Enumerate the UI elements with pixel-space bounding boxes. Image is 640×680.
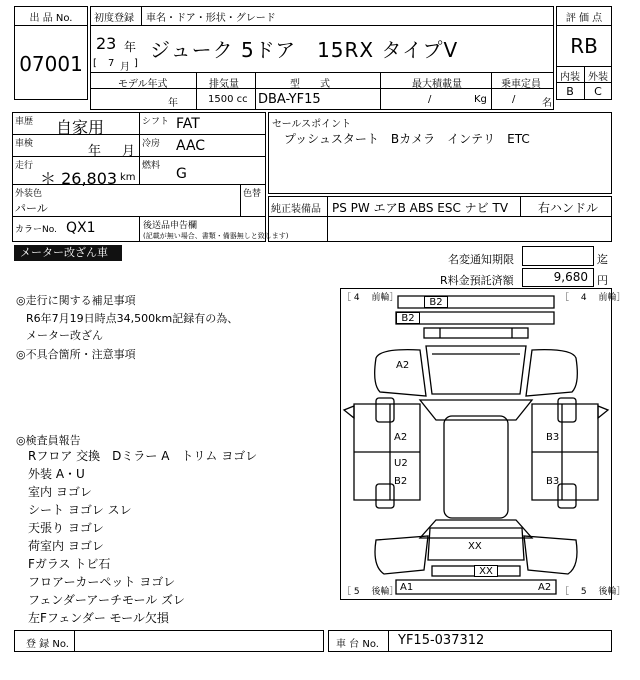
- model-year-label: モデル年式: [118, 79, 168, 90]
- inspector-line-7: Fガラス トビ石: [28, 557, 111, 571]
- first-reg-month: 7: [108, 58, 115, 69]
- lot-no-label: 出 品 No.: [29, 13, 73, 24]
- reg-no-label: 登 録 No.: [26, 639, 69, 650]
- damage-hood: A2: [396, 360, 410, 371]
- mileage-unit: km: [120, 172, 136, 183]
- inspector-line-6: 荷室内 ヨゴレ: [28, 539, 104, 553]
- damage-right-rear-door: B3: [546, 476, 560, 487]
- mileage: ＊ 26,803: [40, 169, 118, 188]
- max-load-label: 最大積載量: [412, 79, 462, 90]
- inspection-year-unit: 年: [88, 144, 102, 159]
- inspector-line-10: 左Fフェンダー モール欠損: [28, 611, 169, 625]
- first-reg-year: 23: [96, 34, 117, 53]
- max-load-slash: /: [428, 94, 432, 105]
- fuel: G: [176, 166, 187, 182]
- ac-label: 冷房: [142, 139, 161, 149]
- fuel-label: 燃料: [142, 161, 161, 171]
- corner-front-left: ［ 4 前輪］: [342, 293, 399, 303]
- defects-title: ◎不具合箇所・注意事項: [16, 348, 136, 361]
- shift-label: シフト: [142, 117, 170, 127]
- odometer-tag: メーター改ざん車: [14, 245, 122, 261]
- exterior-grade: C: [594, 85, 602, 98]
- shift: FAT: [176, 116, 200, 132]
- post-doc-label: 後送品申告欄: [143, 221, 198, 231]
- model-code: DBA-YF15: [258, 92, 321, 107]
- inspector-line-5: 天張り ヨゴレ: [28, 521, 104, 535]
- post-doc-note: (記載が無い場合、書類・備器無しと致します): [143, 232, 289, 240]
- color: パール: [15, 202, 48, 215]
- inspector-title: ◎検査員報告: [16, 434, 81, 447]
- history-label: 車歴: [15, 117, 34, 127]
- color-change-label: 色替: [243, 189, 262, 199]
- color-label: 外装色: [15, 189, 43, 199]
- chassis-no: YF15-037312: [398, 633, 485, 648]
- sales-points: プッシュスタート Bカメラ インテリ ETC: [284, 132, 530, 146]
- name-change-box: [522, 246, 594, 266]
- corner-rear-right: ［ 5 後輪］: [560, 587, 626, 597]
- recycle-label: R料金預託済額: [440, 274, 514, 287]
- first-reg-month-bracket: [: [93, 58, 97, 69]
- model-year-unit: 年: [168, 98, 178, 109]
- first-reg-month-unit: 月: [120, 62, 130, 73]
- chassis-label: 車 台 No.: [336, 639, 379, 650]
- damage-rear-bumper-left: A1: [400, 582, 414, 593]
- sales-points-label: セールスポイント: [272, 119, 352, 130]
- inspection-month-unit: 月: [122, 144, 136, 159]
- damage-rear-panel: XX: [474, 565, 498, 577]
- color-no-label: カラーNo.: [15, 225, 57, 235]
- lot-no: 07001: [19, 52, 83, 76]
- inspector-line-3: 室内 ヨゴレ: [28, 485, 92, 499]
- damage-right-front-door: B3: [546, 432, 560, 443]
- color-no: QX1: [66, 220, 96, 236]
- damage-left-rear-door: B2: [394, 476, 408, 487]
- displacement: 1500 cc: [208, 94, 248, 105]
- mileage-notes-title: ◎走行に関する補足事項: [16, 294, 136, 307]
- steering: 右ハンドル: [538, 201, 599, 215]
- max-load-unit: Kg: [474, 94, 487, 105]
- inspector-line-9: フェンダーアーチモール ズレ: [28, 593, 186, 607]
- corner-front-right: ［ 4 前輪］: [560, 293, 626, 303]
- capacity-slash: /: [512, 94, 516, 105]
- score-label: 評 価 点: [565, 13, 603, 24]
- exterior-label: 外装: [588, 72, 608, 83]
- inspector-line-1: Rフロア 交換 Dミラー A トリム ヨゴレ: [28, 449, 258, 463]
- mileage-note-2: メーター改ざん: [26, 329, 103, 342]
- recycle-unit: 円: [597, 274, 608, 287]
- first-reg-year-unit: 年: [124, 40, 137, 54]
- damage-rear-bumper-right: A2: [538, 582, 552, 593]
- ac: AAC: [176, 138, 206, 154]
- recycle-amount: 9,680: [553, 270, 588, 284]
- first-reg-label: 初度登録: [94, 13, 134, 24]
- car-diagram: [340, 288, 612, 600]
- equipment: PS PW エアB ABS ESC ナビ TV: [332, 201, 509, 215]
- model-code-label: 型 式: [290, 79, 330, 90]
- damage-left-pillar: U2: [394, 458, 408, 469]
- corner-rear-left: ［ 5 後輪］: [342, 587, 399, 597]
- capacity-label: 乗車定員: [501, 79, 541, 90]
- damage-front-panel: B2: [396, 312, 420, 324]
- mileage-note-1: R6年7月19日時点34,500km記録有の為、: [26, 312, 239, 325]
- damage-roof-rear: XX: [468, 541, 482, 552]
- mileage-label: 走行: [15, 161, 34, 171]
- car-name-label: 車名・ドア・形状・グレード: [146, 13, 276, 24]
- history: 自家用: [56, 118, 105, 137]
- inspector-line-4: シート ヨゴレ スレ: [28, 503, 132, 517]
- damage-front-bumper: B2: [424, 296, 448, 308]
- damage-left-front-door: A2: [394, 432, 408, 443]
- inspection-label: 車検: [15, 139, 34, 149]
- inspector-line-2: 外装 A・U: [28, 467, 85, 481]
- name-change-unit: 迄: [597, 253, 608, 266]
- capacity-unit: 名: [542, 98, 552, 109]
- interior-label: 内装: [560, 72, 580, 83]
- displacement-label: 排気量: [209, 79, 239, 90]
- interior-grade: B: [566, 85, 574, 98]
- name-change-label: 名変通知期限: [448, 253, 514, 266]
- equipment-label: 純正装備品: [271, 204, 321, 215]
- car-name: ジューク 5ドア 15RX タイプV: [150, 38, 459, 62]
- inspector-line-8: フロアーカーペット ヨゴレ: [28, 575, 176, 589]
- score: RB: [570, 34, 598, 58]
